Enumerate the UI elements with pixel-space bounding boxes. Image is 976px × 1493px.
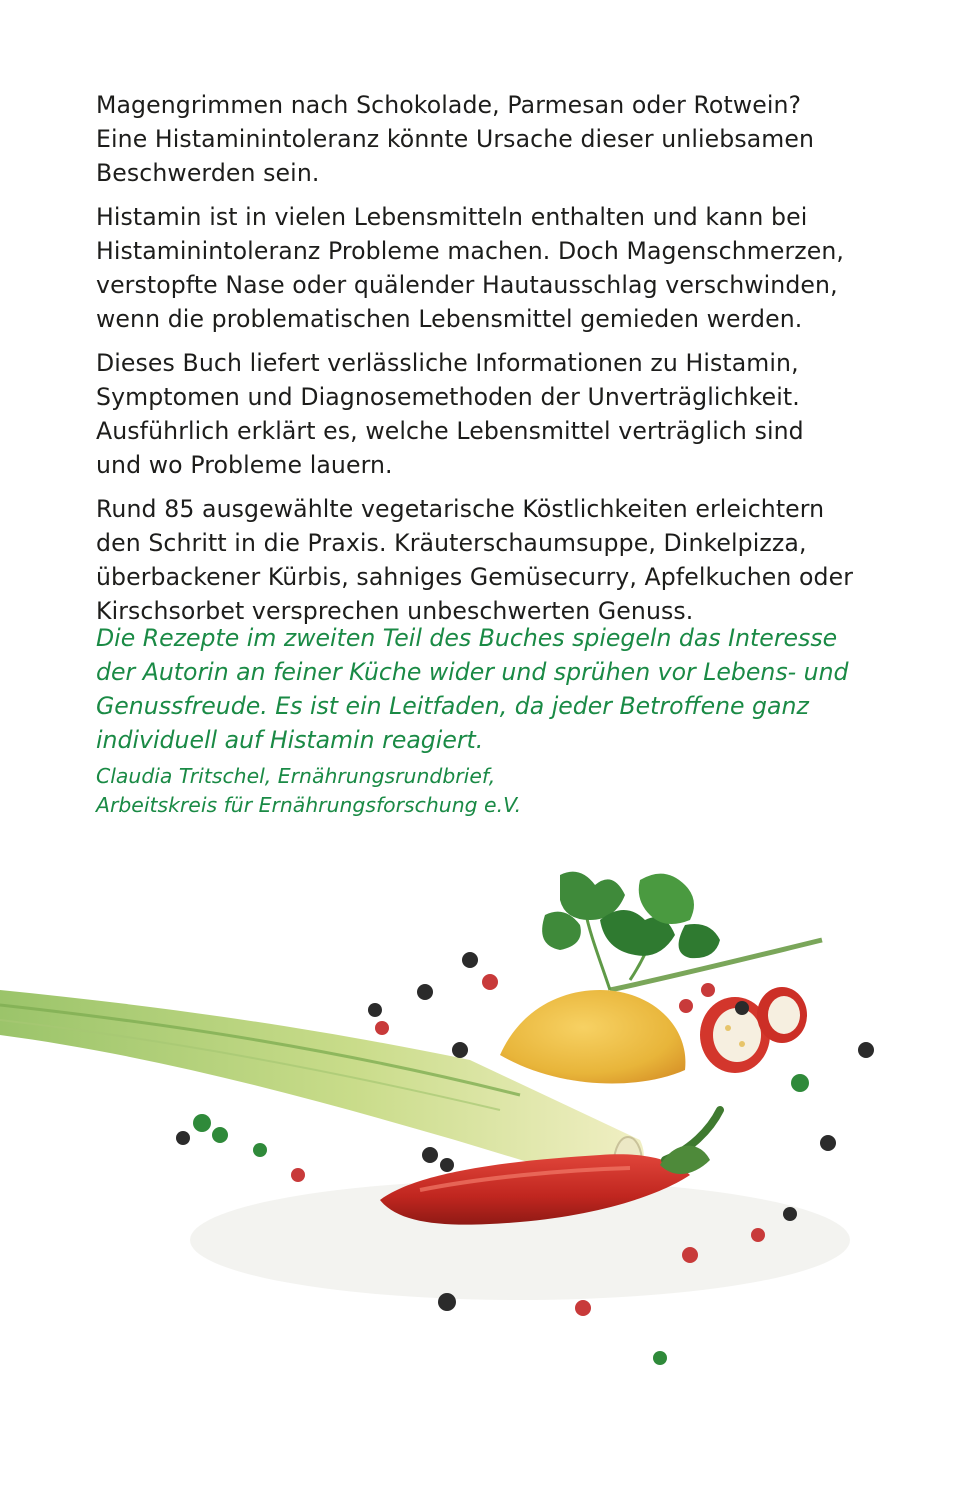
text-line: Magengrimmen nach Schokolade, Parmesan oder Rotwein? xyxy=(96,91,802,119)
text-line: Beschwerden sein. xyxy=(96,159,320,187)
paragraph-histamine xyxy=(96,200,896,336)
paragraph-recipes xyxy=(96,492,896,628)
text-line: Histamin ist in vielen Lebensmitteln enthalten und kann bei xyxy=(96,203,808,231)
paragraph-book-info xyxy=(96,346,896,482)
text-line: Symptomen und Diagnosemethoden der Unverträglichkeit. xyxy=(96,383,800,411)
text-line: den Schritt in die Praxis. Kräuterschaumsuppe, Dinkelpizza, xyxy=(96,529,807,557)
citation-line: Claudia Tritschel, Ernährungsrundbrief, xyxy=(96,764,496,788)
text-line: Dieses Buch liefert verlässliche Informationen zu Histamin, xyxy=(96,349,799,377)
citation-line: Arbeitskreis für Ernährungsforschung e.V. xyxy=(96,793,522,817)
quote-line: der Autorin an feiner Küche wider und sprühen vor Lebens- und xyxy=(96,658,849,686)
quote-line: Genussfreude. Es ist ein Leitfaden, da jeder Betroffene ganz xyxy=(96,692,809,720)
quote-line: individuell auf Histamin reagiert. xyxy=(96,726,484,754)
text-line: Ausführlich erklärt es, welche Lebensmittel verträglich sind xyxy=(96,417,804,445)
text-line: Histaminintoleranz Probleme machen. Doch Magenschmerzen, xyxy=(96,237,845,265)
blurb-text xyxy=(96,88,896,638)
quote-line: Die Rezepte im zweiten Teil des Buches spiegeln das Interesse xyxy=(96,624,838,652)
chili-rings xyxy=(700,987,807,1073)
text-line: und wo Probleme lauern. xyxy=(96,451,393,479)
text-line: wenn die problematischen Lebensmittel gemieden werden. xyxy=(96,305,803,333)
text-line: Kirschsorbet versprechen unbeschwerten Genuss. xyxy=(96,597,694,625)
quote-citation xyxy=(96,762,896,820)
text-line: verstopfte Nase oder quälender Hautausschlag verschwinden, xyxy=(96,271,838,299)
parsley xyxy=(542,872,822,990)
curry-powder xyxy=(500,990,685,1084)
spice-illustration xyxy=(0,840,976,1400)
review-quote xyxy=(96,621,896,757)
text-line: überbackener Kürbis, sahniges Gemüsecurry, Apfelkuchen oder xyxy=(96,563,854,591)
text-line: Eine Histaminintoleranz könnte Ursache dieser unliebsamen xyxy=(96,125,815,153)
paragraph-intro xyxy=(96,88,896,190)
text-line: Rund 85 ausgewählte vegetarische Köstlichkeiten erleichtern xyxy=(96,495,825,523)
